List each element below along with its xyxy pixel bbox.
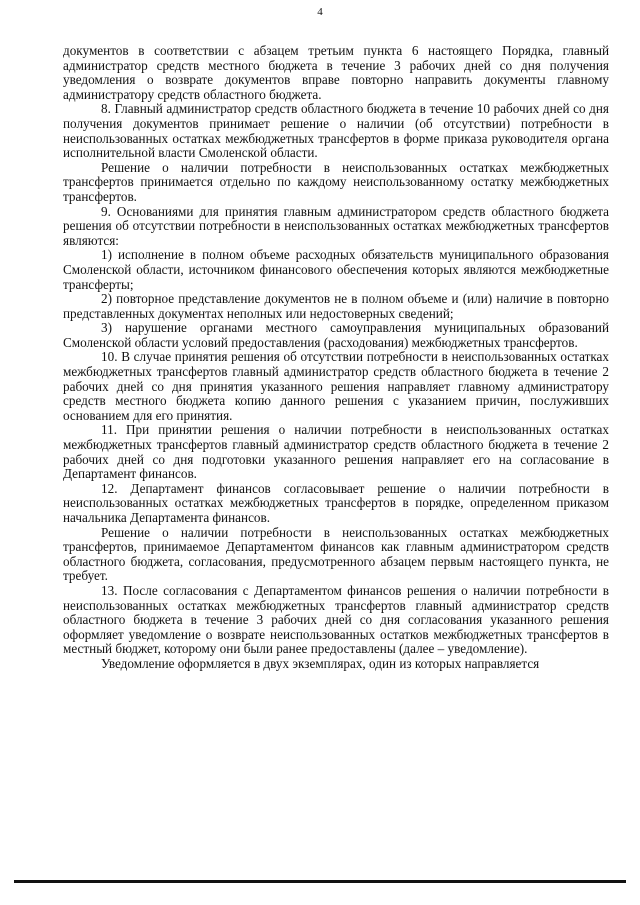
paragraph: 9. Основаниями для принятия главным администратором средств областного бюджета решения об отсутствии потребности в неиспользованных остатках межбюджетных трансфертов являются: (63, 203, 609, 248)
paragraph: Уведомление оформляется в двух экземплярах, один из которых направляется (101, 655, 540, 671)
paragraph: 11. При принятии решения о наличии потребности в неиспользованных остатках межбюджетных трансфертов главный администратор средств областного бюджета в течение 2 рабочих дней со дня подготовки указанного решения направляет его на согласование в Департамент финансов. (63, 422, 609, 482)
paragraph: 12. Департамент финансов согласовывает решение о наличии потребности в неиспользованных остатках межбюджетных трансфертов в порядке, определенном приказом начальника Департамента финансов. (63, 480, 609, 525)
paragraph: 8. Главный администратор средств областного бюджета в течение 10 рабочих дней со дня получения документов принимает решение о наличии (об отсутствии) потребности в неиспользованных остатках межбюджетных трансфертов в форме приказа руководителя органа исполнительной власти Смоленской области. (63, 101, 609, 161)
paragraph: Решение о наличии потребности в неиспользованных остатках межбюджетных трансфертов принимается отдельно по каждому неиспользованному остатку межбюджетных трансфертов. (63, 159, 609, 204)
document-body (63, 44, 609, 672)
paragraph: 3) нарушение органами местного самоуправления муниципальных образований Смоленской области условий предоставления (расходования) межбюджетных трансфертов. (63, 320, 609, 350)
paragraph: документов в соответствии с абзацем третьим пункта 6 настоящего Порядка, главный администратор средств местного бюджета в течение 3 рабочих дней со дня получения уведомления о возврате документов вправе повторно направить документы главному администратору средств областного бюджета. (63, 43, 609, 102)
bottom-rule (14, 880, 626, 883)
paragraph: 13. После согласования с Департаментом финансов решения о наличии потребности в неиспользованных остатках межбюджетных трансфертов главный администратор средств областного бюджета в течение 3 рабочих дней со дня согласования указанного решения оформляет уведомление о возврате неиспользованных остатков межбюджетных трансфертов в местный бюджет, которому они были ранее предоставлены (далее – уведомление). (63, 582, 609, 657)
paragraph: 2) повторное представление документов не в полном объеме и (или) наличие в повторно представленных документах неполных или недостоверных сведений; (63, 291, 609, 321)
page-number: 4 (317, 6, 323, 18)
paragraph: 10. В случае принятия решения об отсутствии потребности в неиспользованных остатках межбюджетных трансфертов главный администратор средств областного бюджета в течение 2 рабочих дней со дня принятия указанного решения направляет главному администратору средств местного бюджета копию данного решения с указанием причин, послуживших основанием для его принятия. (63, 349, 609, 423)
paragraph: Решение о наличии потребности в неиспользованных остатках межбюджетных трансфертов, принимаемое Департаментом финансов как главным администратором средств областного бюджета, согласования, предусмотренного абзацем первым настоящего пункта, не требует. (63, 524, 609, 584)
paragraph: 1) исполнение в полном объеме расходных обязательств муниципального образования Смоленской области, источником финансового обеспечения которых являются межбюджетные трансферты; (63, 247, 609, 292)
